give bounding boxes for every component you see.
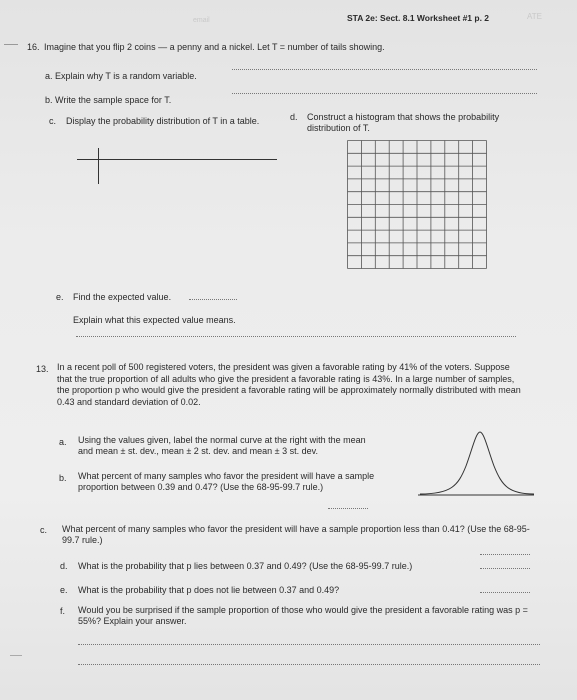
question-13-stem <box>57 362 527 408</box>
page-title: STA 2e: Sect. 8.1 Worksheet #1 p. 2 <box>347 13 490 23</box>
q16-part-a: a. Explain why T is a random variable. <box>45 71 197 81</box>
q13-part-d-label: d. <box>60 561 68 571</box>
q13-part-a-text: Using the values given, label the normal curve at the right with the mean and mean ± st. dev., mean ± 2 st. dev. and mean ± 3 st. dev. <box>78 435 366 456</box>
q13-part-f-text: Would you be surprised if the sample proportion of those who would give the president a favorable rating was p = 55%? Explain your answer. <box>78 605 528 626</box>
q13-part-b-label: b. <box>59 473 67 483</box>
q13-part-f-label: f. <box>60 606 66 616</box>
q13-part-a-label: a. <box>59 437 67 447</box>
answer-line[interactable] <box>78 664 540 665</box>
table-horizontal-rule <box>77 159 277 160</box>
faint-corner-text: ATE <box>527 12 542 21</box>
histogram-grid[interactable] <box>347 140 488 270</box>
answer-line[interactable] <box>78 644 540 645</box>
answer-line[interactable] <box>232 93 537 94</box>
margin-mark <box>4 44 18 45</box>
q13-part-b-text: What percent of many samples who favor the president will have a sample proportion between 0.39 and 0.47? (Use the 68-95-99.7 rule.) <box>78 471 375 492</box>
q16-part-b: b. Write the sample space for T. <box>45 95 172 105</box>
answer-line[interactable] <box>76 336 516 337</box>
q16-part-e-explain: Explain what this expected value means. <box>73 315 236 325</box>
q13-part-d-text: What is the probability that p lies between 0.37 and 0.49? (Use the 68-95-99.7 rule.) <box>78 561 413 571</box>
q13-stem-text: In a recent poll of 500 registered voters, the president was given a favorable rating by 41% of the voters. Suppose that the true proportion of all adults who give the president a favorable rating is 43%. In a large number of samples, the proportion p who would give the president a favorable rating will be approximately normally distributed with mean 0.43 and standard deviation of 0.02. <box>57 362 521 407</box>
q16-part-d-text: Construct a histogram that shows the probability distribution of T. <box>307 112 500 133</box>
answer-line[interactable] <box>189 299 237 300</box>
q13-part-c-label: c. <box>40 525 48 535</box>
faint-header-text: email <box>193 17 210 24</box>
answer-line[interactable] <box>328 508 368 509</box>
margin-mark <box>10 655 22 656</box>
question-13-number: 13. <box>36 364 49 374</box>
question-16-number: 16. <box>27 42 40 52</box>
answer-line[interactable] <box>480 592 530 593</box>
answer-line[interactable] <box>480 554 530 555</box>
answer-line[interactable] <box>480 568 530 569</box>
question-16-stem: Imagine that you flip 2 coins — a penny and a nickel. Let T = number of tails showing. <box>44 42 385 52</box>
normal-curve[interactable] <box>416 428 536 500</box>
q16-part-e-label: e. <box>56 292 64 302</box>
q16-part-e-text: Find the expected value. <box>73 292 172 302</box>
q16-part-c-text: Display the probability distribution of T in a table. <box>66 116 260 126</box>
q13-part-e-label: e. <box>60 585 68 595</box>
q13-part-c-text: What percent of many samples who favor the president will have a sample proportion less than 0.41? (Use the 68-95-99.7 rule.) <box>62 524 530 545</box>
q16-part-c-label: c. <box>49 116 57 126</box>
table-vertical-rule <box>98 148 99 184</box>
q13-part-e-text: What is the probability that p does not lie between 0.37 and 0.49? <box>78 585 340 595</box>
q16-part-d-label: d. <box>290 112 298 122</box>
answer-line[interactable] <box>232 69 537 70</box>
